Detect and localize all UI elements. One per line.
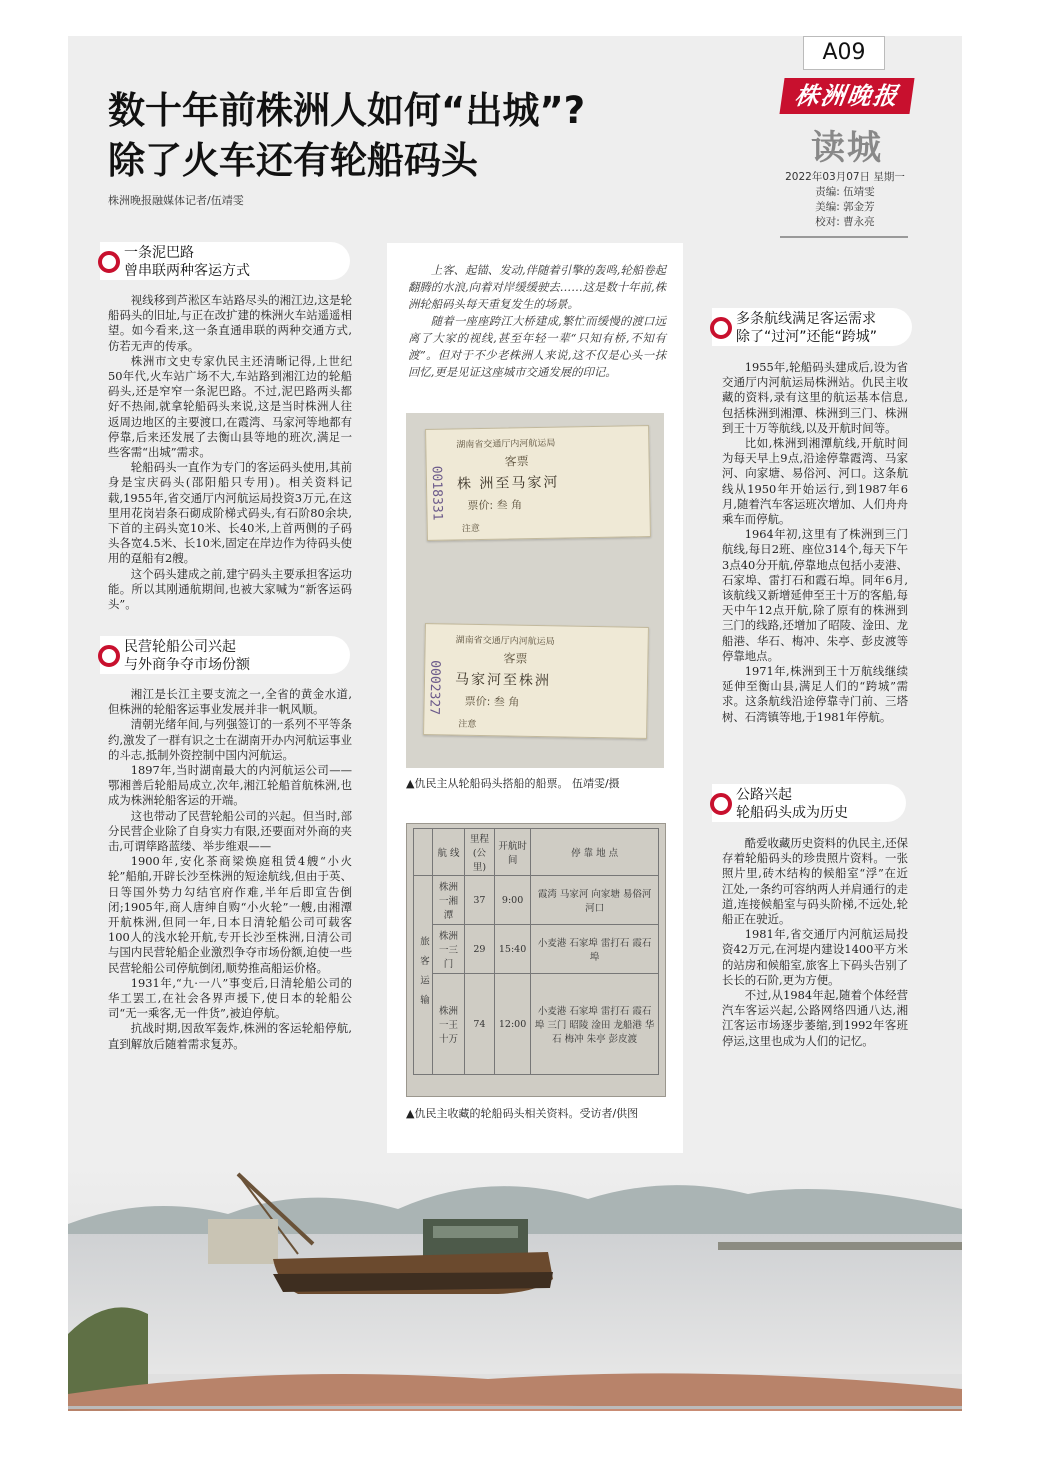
table-cell: 74	[464, 974, 494, 1075]
subhead-section4	[712, 784, 906, 822]
table-cell: 29	[464, 925, 494, 974]
ticket-route: 株 洲至马家河	[456, 474, 560, 493]
subhead-line2: 与外商争夺市场份额	[124, 657, 250, 673]
subhead-section2	[100, 636, 350, 674]
subhead-line1: 公路兴起	[736, 787, 792, 803]
table-row	[414, 876, 659, 925]
subhead-section3	[712, 308, 912, 346]
bullet-icon	[98, 251, 120, 273]
paragraph: 清朝光绪年间,与列强签订的一系列不平等条约,激发了一群有识之士在湖南开办内河航运事业的斗志,抵制外资控制中国内河航运。	[108, 717, 352, 762]
ticket-note: 注意	[461, 524, 480, 535]
newspaper-logo: 株洲晚报	[779, 78, 914, 114]
page-bottom-divider	[68, 1406, 962, 1409]
bullet-icon	[98, 645, 120, 667]
ticket-photo	[406, 413, 664, 768]
ticket-1	[425, 425, 651, 541]
paragraph: 酷爱收藏历史资料的仇民主,还保存着轮船码头的珍贵照片资料。一张照片里,砖木结构的候船室“浮”在近江处,一条约可容纳两人并肩通行的走道,连接候船室与码头阶梯,不远处,轮船正在驶近。	[722, 836, 908, 927]
paragraph: 株洲市文史专家仇民主还清晰记得,上世纪50年代,火车站广场不大,车站路到湘江边的轮船码头,还是窄窄一条泥巴路。不过,泥巴路两头都好不热闹,就拿轮船码头来说,这是当时株洲人往返周边地区的主要渡口,在霞湾、马家河等地都有停靠,后来还发展了去衡山县等地的班次,满足一些客需“出城”需求。	[108, 353, 352, 460]
paragraph: 1897年,当时湖南最大的内河航运公司——鄂湘善后轮船局成立,次年,湘江轮船首航株洲,也成为株洲轮船客运的开端。	[108, 763, 352, 808]
paragraph: 轮船码头一直作为专门的客运码头使用,其前身是宝庆码头(邵阳船只专用)。相关资料记载,1955年,省交通厅内河航运局投资3万元,在这里用花岗岩条石砌成阶梯式码头,有石阶80余块,下首的主码头宽10米、长40米,上首两侧的子码头各宽4.5米、长10米,固定在岸边作为待码头使用的趸船有2艘。	[108, 460, 352, 566]
ticket-price: 票价: 叁 角	[464, 694, 520, 709]
ticket-price: 票价: 叁 角	[467, 498, 523, 513]
table-cell: 9:00	[494, 876, 530, 925]
ticket-kind: 客票	[504, 454, 529, 469]
table-cell: 株洲一湘潭	[433, 876, 465, 925]
photo-caption-2: ▲仇民主收藏的轮船码头相关资料。受访者/供图	[406, 1107, 639, 1120]
ticket-kind: 客票	[503, 651, 528, 666]
column-header: 里程(公里)	[464, 829, 494, 876]
proofreader: 校对: 曹永亮	[815, 216, 875, 228]
paragraph: 上客、起锚、发动,伴随着引擎的轰鸣,轮船卷起翻腾的水浪,向着对岸缓缓驶去……这是数十年前,株洲轮船码头每天重复发生的场景。	[408, 263, 666, 311]
ticket-serial: 0018331	[428, 465, 445, 521]
date: 2022年03月07日 星期一	[785, 171, 905, 183]
schedule-photo	[406, 823, 666, 1097]
ticket-route: 马家河至株洲	[454, 671, 552, 690]
subhead-section1	[100, 242, 350, 280]
photo-caption-1: ▲仇民主从轮船码头搭船的船票。 伍靖雯/摄	[406, 777, 620, 790]
paragraph: 1971年,株洲到王十万航线继续延伸至衡山县,满足人们的“跨城”需求。这条航线沿途停靠寺门前、三塔树、石湾镇等地,于1981年停航。	[722, 664, 908, 724]
table-row	[414, 925, 659, 974]
bullet-icon	[710, 317, 732, 339]
paragraph: 1955年,轮船码头建成后,设为省交通厅内河航运局株洲站。仇民主收藏的资料,录有这里的航运基本信息,包括株洲到湘潭、株洲到三门、株洲到王十万等航线,以及开航时间等。	[722, 360, 908, 435]
paragraph: 1964年初,这里有了株洲到三门航线,每日2班、座位314个,每天下午3点40分开航,停靠地点包括小麦港、石家埠、雷打石和霞石埠。同年6月,该航线又新增延伸至王十万的客船,每天中午12点开航,除了原有的株洲到三门的线路,还增加了昭陵、淦田、龙船港、华石、梅冲、朱亭、彭皮渡等停靠地点。	[722, 527, 908, 663]
subhead-line2: 除了“过河”还能“跨城”	[736, 329, 878, 345]
subhead-line1: 多条航线满足客运需求	[736, 311, 876, 327]
page-meta	[780, 170, 910, 230]
side-label: 旅客运输	[414, 876, 433, 1075]
art-editor: 美编: 郭金芳	[815, 201, 875, 213]
column-header: 航 线	[433, 829, 465, 876]
column-header: 停 靠 地 点	[531, 829, 659, 876]
byline: 株洲晚报融媒体记者/伍靖雯	[108, 194, 244, 207]
paragraph: 湘江是长江主要支流之一,全省的黄金水道,但株洲的轮船客运事业发展并非一帆风顺。	[108, 687, 352, 717]
table-cell: 小麦港 石家埠 雷打石 霞石埠 三门 昭陵 淦田 龙船港 华石 梅冲 朱亭 彭皮渡	[531, 974, 659, 1075]
table-cell: 株洲一三门	[433, 925, 465, 974]
editor: 责编: 伍靖雯	[815, 186, 875, 198]
section3-body	[722, 360, 908, 725]
subhead-line1: 一条泥巴路	[124, 245, 194, 261]
headline-line2: 除了火车还有轮船码头	[108, 139, 478, 182]
table-header-row	[414, 829, 659, 876]
paragraph: 视线移到芦淞区车站路尽头的湘江边,这是轮船码头的旧址,与正在改扩建的株洲火车站遥遥相望。如今看来,这一条直通串联的两种交通方式,仿若无声的传承。	[108, 293, 352, 353]
subhead-line1: 民营轮船公司兴起	[124, 639, 236, 655]
ticket-serial: 0002327	[426, 660, 443, 716]
paragraph: 1981年,省交通厅内河航运局投资42万元,在河堤内建设1400平方米的站房和候船室,旅客上下码头告别了长长的石阶,更为方便。	[722, 927, 908, 987]
intro-text	[408, 262, 666, 381]
paragraph: 比如,株洲到湘潭航线,开航时间为每天早上9点,沿途停靠霞湾、马家河、向家塘、易俗河、河口。这条航线从1950年开始运行,到1987年6月,随着汽车客运班次增加、人们舟舟乘车而停航。	[722, 436, 908, 527]
table-cell: 霞湾 马家河 向家塘 易俗河 河口	[531, 876, 659, 925]
subhead-line2: 曾串联两种客运方式	[124, 263, 250, 279]
table-cell: 37	[464, 876, 494, 925]
section2-body	[108, 687, 352, 1052]
paragraph: 1931年,“九·一八”事变后,日清轮船公司的华工罢工,在社会各界声援下,使日本的轮船公司“无一乘客,无一件货”,被迫停航。	[108, 975, 352, 1021]
ticket-2	[423, 623, 649, 739]
page-number: A09	[803, 36, 885, 70]
paragraph: 不过,从1984年起,随着个体经营汽车客运兴起,公路网络四通八达,湘江客运市场逐步萎缩,到1992年客班停运,这里也成为人们的记忆。	[722, 988, 908, 1048]
ticket-note: 注意	[458, 719, 477, 730]
section4-body	[722, 836, 908, 1049]
section-name: 读城	[811, 128, 883, 168]
table-cell: 株洲一王十万	[433, 974, 465, 1075]
meta-divider	[780, 236, 908, 238]
section1-body	[108, 293, 352, 612]
paragraph: 1900年,安化茶商梁焕庭租赁4艘“小火轮”船舶,开辟长沙至株洲的短途航线,但由于英、日等国外势力勾结官府作难,半年后即宣告倒闭;1905年,商人唐绅自购“小火轮”一艘,由湘潭开航株洲,但同一年,日本日清轮船公司可载客100人的浅水轮开航,专开长沙至株洲,日清公司与国内民营轮船企业激烈争夺市场份额,迫使一些民营轮船公司停航倒闭,顺势推高船运价格。	[108, 854, 352, 975]
paragraph: 这也带动了民营轮船公司的兴起。但当时,部分民营企业除了自身实力有限,还要面对外商的夹击,可谓筚路蓝缕、举步维艰——	[108, 808, 352, 854]
column-header: 开航时间	[494, 829, 530, 876]
paragraph: 抗战时期,因敌军轰炸,株洲的客运轮船停航,直到解放后随着需求复苏。	[108, 1021, 352, 1051]
table-cell: 小麦港 石家埠 雷打石 霞石埠	[531, 925, 659, 974]
paragraph: 这个码头建成之前,建宁码头主要承担客运功能。所以其刚通航期间,也被大家喊为“新客运码头”。	[108, 566, 352, 612]
table-cell: 12:00	[494, 974, 530, 1075]
table-row	[414, 974, 659, 1075]
headline-line1: 数十年前株洲人如何“出城”?	[108, 89, 586, 132]
schedule-table	[413, 828, 659, 1075]
table-cell: 15:40	[494, 925, 530, 974]
ticket-header: 湖南省交通厅内河航运局	[456, 438, 556, 451]
ticket-header: 湖南省交通厅内河航运局	[455, 635, 555, 648]
paragraph: 随着一座座跨江大桥建成,繁忙而缓慢的渡口远离了大家的视线,甚至年轻一辈“只知有桥,不知有渡”。但对于不少老株洲人来说,这不仅是心头一抹回忆,更是见证这座城市交通发展的印记。	[408, 314, 666, 379]
headline	[108, 86, 708, 186]
river-boat-photo	[68, 1164, 962, 1411]
subhead-line2: 轮船码头成为历史	[736, 805, 848, 821]
bullet-icon	[710, 793, 732, 815]
